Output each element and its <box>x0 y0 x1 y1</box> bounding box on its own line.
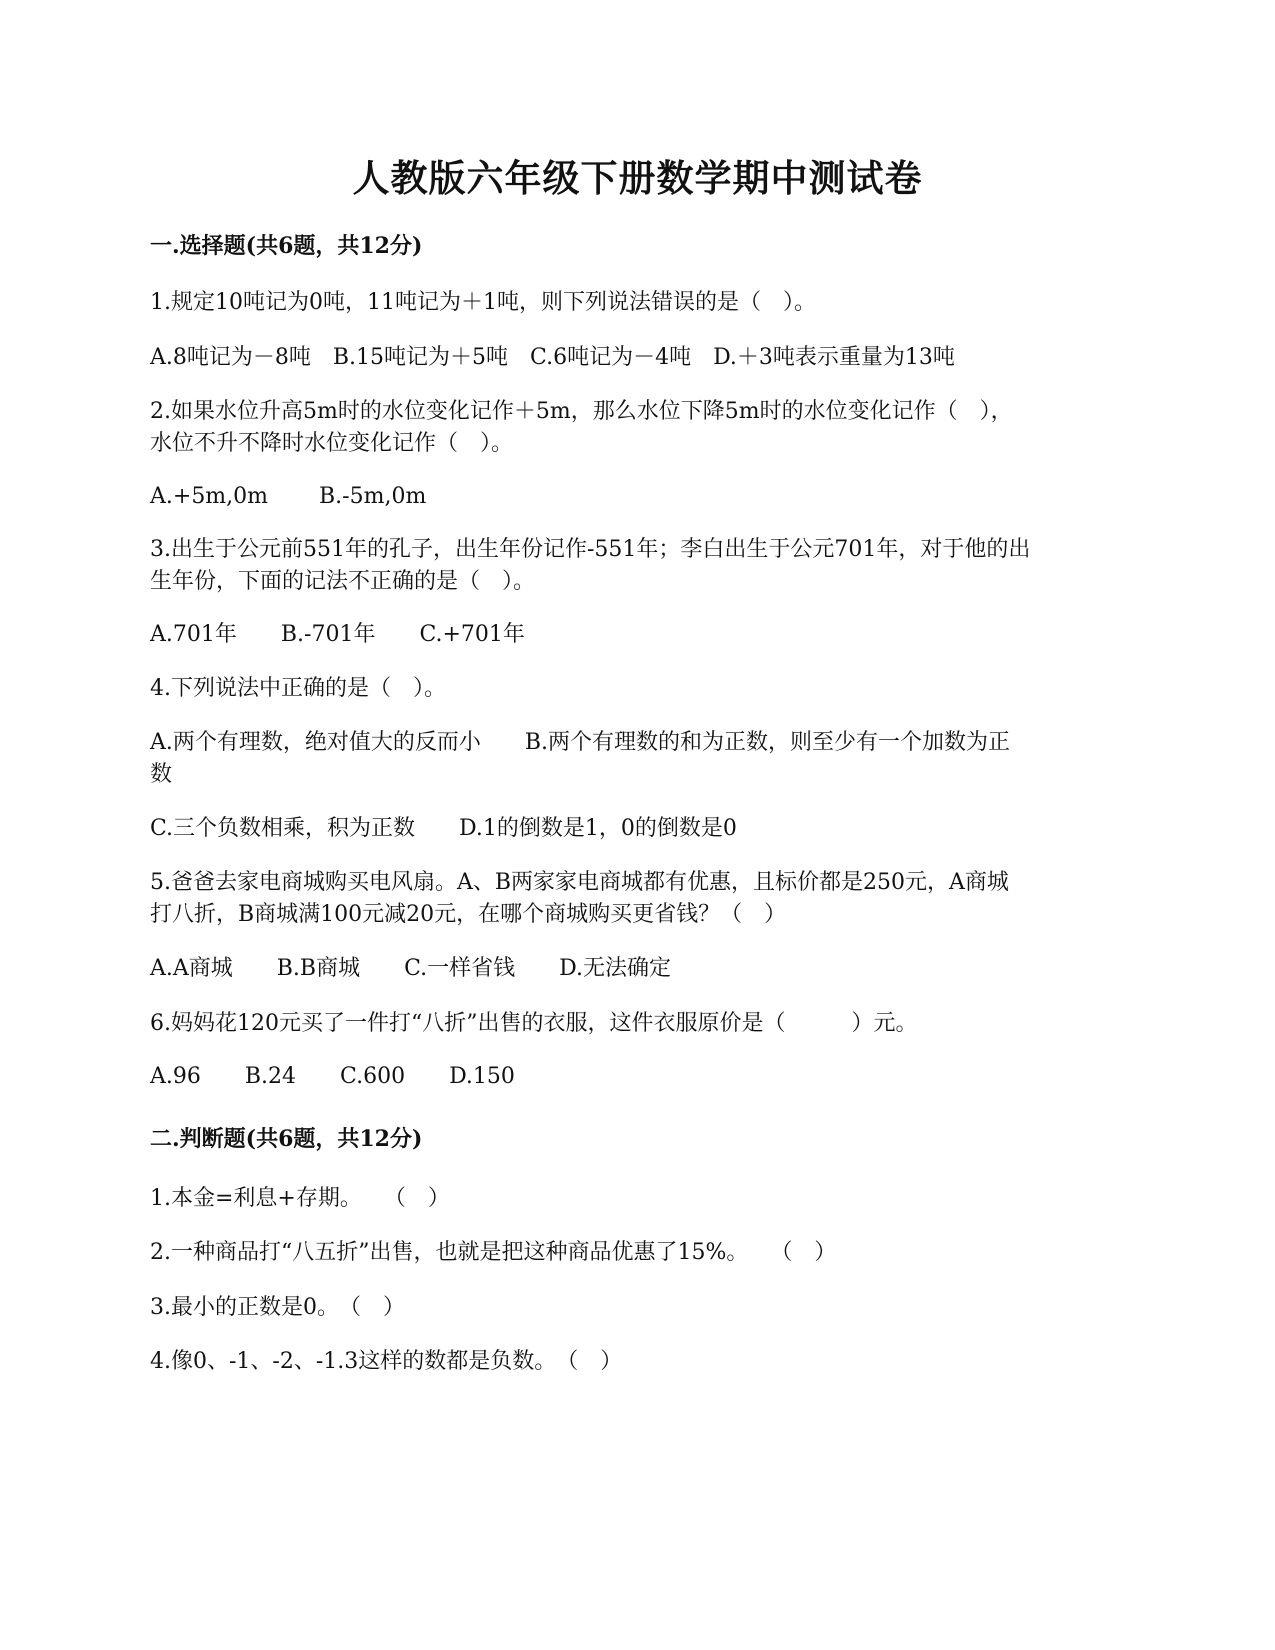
question-4: 4.下列说法中正确的是（ ）。 <box>150 676 446 701</box>
question-3-line-1: 3.出生于公元前551年的孔子，出生年份记作-551年；李白出生于公元701年，对于他的出 <box>150 537 1031 562</box>
question-3-line-2: 生年份，下面的记法不正确的是（ ）。 <box>150 569 536 594</box>
question-4-options-line-3: C.三个负数相乘，积为正数 D.1的倒数是1，0的倒数是0 <box>150 816 737 841</box>
question-1: 1.规定10吨记为0吨，11吨记为＋1吨，则下列说法错误的是（ ）。 <box>150 290 816 315</box>
question-4-options-line-2: 数 <box>150 762 173 787</box>
section-heading-judgement: 二.判断题(共6题，共12分) <box>150 1126 423 1152</box>
judgement-4: 4.像0、-1、-2、-1.3这样的数都是负数。 （ ） <box>150 1349 623 1374</box>
question-6: 6.妈妈花120元买了一件打“八折”出售的衣服，这件衣服原价是（ ）元。 <box>150 1011 918 1036</box>
question-2-options: A.+5m,0m B.-5m,0m <box>150 484 427 509</box>
question-3-options: A.701年 B.-701年 C.+701年 <box>150 622 525 647</box>
judgement-3: 3.最小的正数是0。 （ ） <box>150 1295 405 1320</box>
judgement-1: 1.本金=利息+存期。 （ ） <box>150 1186 450 1211</box>
judgement-2: 2.一种商品打“八五折”出售，也就是把这种商品优惠了15%。 （ ） <box>150 1240 837 1265</box>
question-5-line-2: 打八折，B商城满100元减20元，在哪个商城购买更省钱？（ ） <box>150 902 787 927</box>
question-5-line-1: 5.爸爸去家电商城购买电风扇。A、B两家家电商城都有优惠，且标价都是250元，A商城 <box>150 870 1009 895</box>
question-6-options: A.96 B.24 C.600 D.150 <box>150 1064 515 1089</box>
question-2-line-1: 2.如果水位升高5m时的水位变化记作＋5m，那么水位下降5m时的水位变化记作（ ）， <box>150 399 1013 424</box>
page-title: 人教版六年级下册数学期中测试卷 <box>352 156 923 200</box>
question-5-options: A.A商城 B.B商城 C.一样省钱 D.无法确定 <box>150 956 671 981</box>
question-2-line-2: 水位不升不降时水位变化记作（ ）。 <box>150 431 514 456</box>
question-4-options-line-1: A.两个有理数，绝对值大的反而小 B.两个有理数的和为正数，则至少有一个加数为正 <box>150 730 1011 755</box>
question-1-options: A.8吨记为－8吨 B.15吨记为＋5吨 C.6吨记为－4吨 D.＋3吨表示重量为13吨 <box>150 345 955 370</box>
section-heading-choice: 一.选择题(共6题，共12分) <box>150 233 423 259</box>
